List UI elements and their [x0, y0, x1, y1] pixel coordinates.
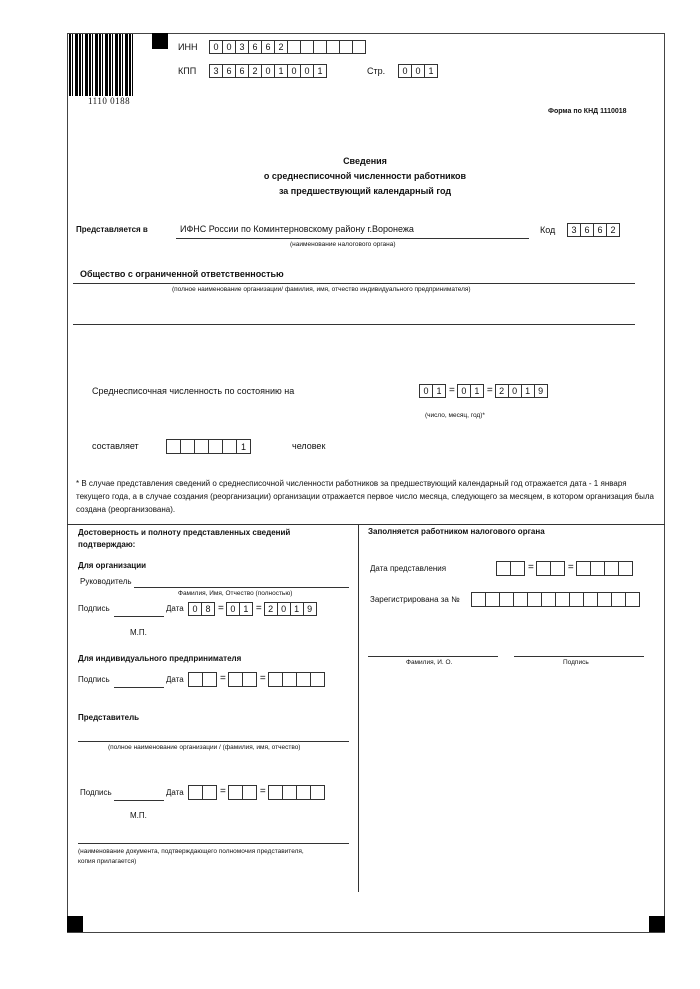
ip-day-cell[interactable] [202, 672, 217, 687]
submission-year-cell[interactable] [590, 561, 605, 576]
submission-month-cell[interactable] [550, 561, 565, 576]
rep-caption: (полное наименование организации / (фамилия, имя, отчество) [108, 744, 301, 751]
registration-cell[interactable] [555, 592, 570, 607]
registration-cells[interactable] [472, 592, 640, 607]
organization-line-2 [73, 324, 635, 325]
headcount-year-cell[interactable]: 2 [495, 384, 509, 398]
submission-year-cell[interactable] [604, 561, 619, 576]
kpp-cell[interactable]: 2 [248, 64, 262, 78]
kpp-cell[interactable]: 1 [313, 64, 327, 78]
title-line-2: о среднесписочной численности работников [263, 171, 467, 181]
org-year-cell[interactable]: 0 [277, 602, 291, 616]
kpp-cell[interactable]: 0 [261, 64, 275, 78]
headcount-amount-cell[interactable] [194, 439, 209, 454]
rep-month-cell[interactable] [242, 785, 257, 800]
rep-date[interactable]: = = [189, 785, 325, 800]
rep-year-cell[interactable] [268, 785, 283, 800]
submission-year-cell[interactable] [618, 561, 633, 576]
inn-cell[interactable]: 6 [248, 40, 262, 54]
org-month-cell[interactable]: 0 [226, 602, 240, 616]
organization-line [73, 283, 635, 284]
registration-cell[interactable] [485, 592, 500, 607]
inn-cell[interactable] [313, 40, 327, 54]
officer-sign-line[interactable] [514, 656, 644, 657]
inn-cell[interactable]: 3 [235, 40, 249, 54]
tax-office-title: Заполняется работником налогового органа [368, 527, 545, 536]
rep-sign-line[interactable] [114, 800, 164, 801]
inn-cell[interactable] [352, 40, 366, 54]
registration-cell[interactable] [625, 592, 640, 607]
inn-cell[interactable]: 0 [222, 40, 236, 54]
headcount-date-caption: (число, месяц, год)* [425, 412, 485, 419]
submission-date[interactable]: = = [497, 561, 633, 576]
org-stamp: М.П. [130, 628, 147, 637]
kpp-cell[interactable]: 0 [287, 64, 301, 78]
ip-date[interactable]: = = [189, 672, 325, 687]
ip-year-cell[interactable] [296, 672, 311, 687]
headcount-day-cell[interactable]: 1 [432, 384, 446, 398]
inn-label: ИНН [178, 42, 198, 52]
headcount-month-cell[interactable]: 0 [457, 384, 471, 398]
headcount-year-cell[interactable]: 1 [521, 384, 535, 398]
kpp-cell[interactable]: 6 [235, 64, 249, 78]
org-sign-label: Подпись [78, 604, 110, 613]
inn-cell[interactable] [300, 40, 314, 54]
registration-cell[interactable] [569, 592, 584, 607]
form-code: Форма по КНД 1110018 [548, 108, 627, 115]
submission-day-cell[interactable] [510, 561, 525, 576]
rep-year-cell[interactable] [282, 785, 297, 800]
code-cell[interactable]: 6 [580, 223, 594, 237]
section-divider [67, 524, 665, 525]
headcount-date-label: Среднесписочная численность по состоянию на [92, 386, 295, 396]
authority-label: Представляется в [76, 225, 148, 234]
kpp-cell[interactable]: 6 [222, 64, 236, 78]
page-cell[interactable]: 0 [398, 64, 412, 78]
doc-caption-line-2: копия прилагается) [78, 858, 137, 865]
barcode [69, 34, 133, 96]
head-line[interactable] [134, 587, 349, 588]
code-cell[interactable]: 2 [606, 223, 620, 237]
inn-cell[interactable]: 6 [261, 40, 275, 54]
confirm-title [78, 527, 290, 551]
officer-sign-caption: Подпись [563, 659, 589, 666]
headcount-day-cell[interactable]: 0 [419, 384, 433, 398]
page-cell[interactable]: 1 [424, 64, 438, 78]
code-cell[interactable]: 6 [593, 223, 607, 237]
headcount-amount-cell[interactable] [166, 439, 181, 454]
registration-label: Зарегистрирована за № [370, 595, 460, 604]
registration-cell[interactable] [597, 592, 612, 607]
kpp-cell[interactable]: 1 [274, 64, 288, 78]
kpp-label: КПП [178, 66, 197, 76]
submission-date-label: Дата представления [370, 564, 447, 573]
headcount-date[interactable]: 0 1 = 0 1 = 2 0 1 9 [420, 384, 548, 398]
corner-marker-bottom-left [67, 916, 83, 932]
rep-title: Представитель [78, 713, 140, 722]
page-cell[interactable]: 0 [411, 64, 425, 78]
headcount-amount-cell[interactable]: 1 [236, 439, 251, 454]
doc-caption [78, 847, 304, 867]
title-line-3: за предшествующий календарный год [278, 186, 452, 196]
registration-cell[interactable] [527, 592, 542, 607]
registration-cell[interactable] [513, 592, 528, 607]
org-title: Для организации [78, 561, 147, 570]
officer-name-line[interactable] [368, 656, 498, 657]
org-date[interactable]: 0 8 = 0 1 = 2 0 1 9 [189, 602, 317, 616]
inn-cell[interactable]: 0 [209, 40, 223, 54]
ip-year-cell[interactable] [310, 672, 325, 687]
rep-stamp: М.П. [130, 811, 147, 820]
kpp-cell[interactable]: 0 [300, 64, 314, 78]
headcount-amount-cell[interactable] [222, 439, 237, 454]
code-cells[interactable] [568, 223, 620, 237]
inn-cells[interactable] [210, 40, 366, 54]
inn-cell[interactable]: 2 [274, 40, 288, 54]
inn-cell[interactable] [326, 40, 340, 54]
ip-day-cell[interactable] [188, 672, 203, 687]
headcount-amount-label: составляет [92, 441, 139, 451]
org-sign-line[interactable] [114, 616, 164, 617]
officer-name-caption: Фамилия, И. О. [406, 659, 453, 666]
rep-line[interactable] [78, 741, 349, 742]
rep-month-cell[interactable] [228, 785, 243, 800]
ip-month-cell[interactable] [242, 672, 257, 687]
rep-day-cell[interactable] [188, 785, 203, 800]
submission-month-cell[interactable] [536, 561, 551, 576]
barcode-number: 1110 0188 [88, 96, 131, 106]
title-line-1: Сведения [343, 156, 387, 166]
headcount-year-cell[interactable]: 9 [534, 384, 548, 398]
page-label: Стр. [367, 66, 386, 76]
organization-name[interactable]: Общество с ограниченной ответственностью [80, 269, 284, 279]
ip-title: Для индивидуального предпринимателя [78, 654, 242, 663]
kpp-cell[interactable]: 3 [209, 64, 223, 78]
org-day-cell[interactable]: 8 [201, 602, 215, 616]
org-date-label: Дата [166, 604, 184, 613]
code-label: Код [540, 225, 556, 235]
confirm-title-line-1: Достоверность и полноту представленных сведений [78, 528, 291, 537]
registration-cell[interactable] [541, 592, 556, 607]
ip-date-label: Дата [166, 675, 184, 684]
ip-year-cell[interactable] [268, 672, 283, 687]
footnote: * В случае представления сведений о среднесписочной численности работников за предшествующий календарный год отражается дата - 1 января текущего года, а в случае создания (реорганизации) организации отражается первое число месяца, следующего за месяцем, в котором организация была создана (реорганизована). [76, 479, 654, 514]
rep-date-label: Дата [166, 788, 184, 797]
ip-year-cell[interactable] [282, 672, 297, 687]
confirm-title-line-2: подтверждаю: [78, 540, 136, 549]
registration-cell[interactable] [471, 592, 486, 607]
submission-year-cell[interactable] [576, 561, 591, 576]
org-month-cell[interactable]: 1 [239, 602, 253, 616]
head-caption: Фамилия, Имя, Отчество (полностью) [178, 590, 293, 597]
head-label: Руководитель [80, 577, 132, 586]
registration-cell[interactable] [611, 592, 626, 607]
authority-value[interactable]: ИФНС России по Коминтерновскому району г.Воронежа [180, 224, 414, 234]
inn-cell[interactable] [339, 40, 353, 54]
registration-cell[interactable] [583, 592, 598, 607]
org-day-cell[interactable]: 0 [188, 602, 202, 616]
org-year-cell[interactable]: 9 [303, 602, 317, 616]
inn-cell[interactable] [287, 40, 301, 54]
organization-caption: (полное наименование организации/ фамилия, имя, отчество индивидуального предпринимателя) [172, 286, 471, 293]
column-divider [358, 524, 359, 892]
document-title [200, 154, 530, 199]
rep-day-cell[interactable] [202, 785, 217, 800]
headcount-year-cell[interactable]: 0 [508, 384, 522, 398]
rep-year-cell[interactable] [296, 785, 311, 800]
submission-day-cell[interactable] [496, 561, 511, 576]
ip-sign-label: Подпись [78, 675, 110, 684]
registration-cell[interactable] [499, 592, 514, 607]
headcount-amount-cell[interactable] [208, 439, 223, 454]
org-year-cell[interactable]: 2 [264, 602, 278, 616]
headcount-amount-cells[interactable] [167, 439, 251, 454]
ip-sign-line[interactable] [114, 687, 164, 688]
code-cell[interactable]: 3 [567, 223, 581, 237]
headcount-month-cell[interactable]: 1 [470, 384, 484, 398]
authority-caption: (наименование налогового органа) [290, 241, 396, 248]
rep-year-cell[interactable] [310, 785, 325, 800]
kpp-cells[interactable] [210, 64, 327, 78]
corner-marker-bottom-right [649, 916, 665, 932]
corner-marker-top [152, 33, 168, 49]
headcount-amount-cell[interactable] [180, 439, 195, 454]
ip-month-cell[interactable] [228, 672, 243, 687]
doc-line[interactable] [78, 843, 349, 844]
authority-line [176, 238, 529, 239]
org-year-cell[interactable]: 1 [290, 602, 304, 616]
page-cells[interactable] [399, 64, 438, 78]
headcount-unit: человек [292, 441, 326, 451]
doc-caption-line-1: (наименование документа, подтверждающего полномочия представителя, [78, 848, 304, 855]
rep-sign-label: Подпись [80, 788, 112, 797]
